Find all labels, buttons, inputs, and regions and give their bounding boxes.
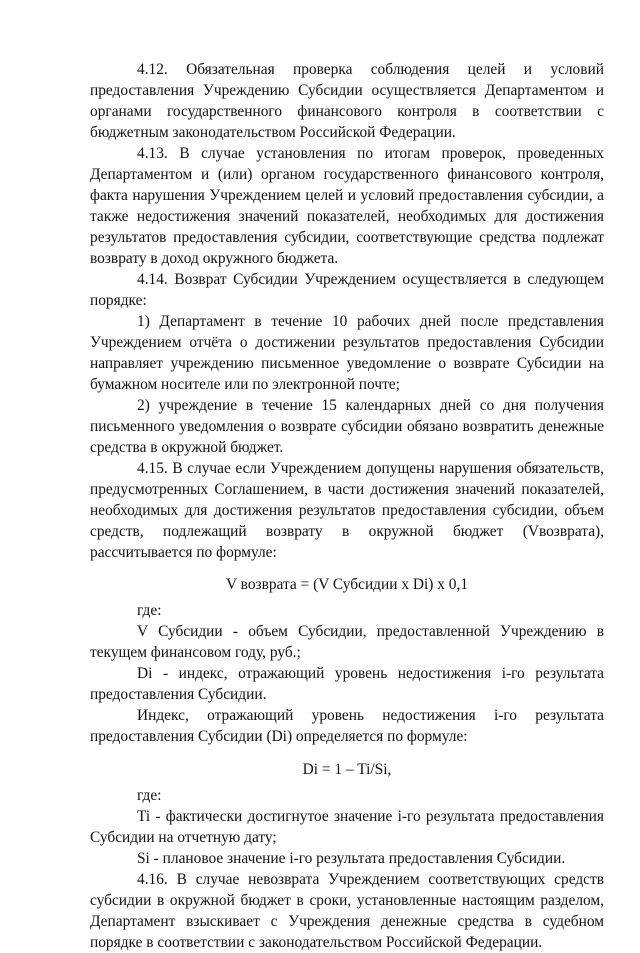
paragraph-4-13: 4.13. В случае установления по итогам проверок, проведенных Департаментом и (или) органом государственного финансового контроля, факта нарушения Учреждением целей и условий предоставления субсидии, а также недостижения значений показателей, необходимых для достижения результатов предоставления субсидии, соответствующие средства подлежат возврату в доход окружного бюджета. — [90, 145, 604, 267]
where-label-2: где: — [137, 787, 162, 804]
paragraph-4-14-item-2: 2) учреждение в течение 15 календарных дней со дня получения письменного уведомления о возврате субсидии обязано возвратить денежные средства в окружной бюджет. — [90, 397, 604, 456]
paragraph-4-12: 4.12. Обязательная проверка соблюдения целей и условий предоставления Учреждению Субсидии осуществляется Департаментом и органами государственного финансового контроля в соответствии с бюджетным законодательством Российской Федерации. — [90, 61, 604, 141]
formula-di: Di = 1 – Ti/Si, — [302, 761, 392, 778]
definition-si: Si - плановое значение i-го результата предоставления Субсидии. — [137, 850, 566, 867]
document-page — [90, 59, 604, 953]
paragraph-4-15: 4.15. В случае если Учреждением допущены нарушения обязательств, предусмотренных Соглашением, в части достижения значений показателей, необходимых для достижения результатов предоставления субсидии, объем средств, подлежащий возврату в окружной бюджет (Vвозврата), рассчитывается по формуле: — [90, 460, 604, 561]
paragraph-4-14: 4.14. Возврат Субсидии Учреждением осуществляется в следующем порядке: — [90, 271, 604, 309]
index-intro: Индекс, отражающий уровень недостижения i-го результата предоставления Субсидии (Di) определяется по формуле: — [90, 707, 604, 745]
definition-v-subsidy: V Субсидии - объем Субсидии, предоставленной Учреждению в текущем финансовом году, руб.; — [90, 623, 604, 661]
definition-ti: Ti - фактически достигнутое значение i-го результата предоставления Субсидии на отчетную дату; — [90, 808, 604, 846]
paragraph-4-16: 4.16. В случае невозврата Учреждением соответствующих средств субсидии в окружной бюджет в сроки, установленные настоящим разделом, Департамент взыскивает с Учреждения денежные средства в судебном порядке в соответствии с законодательством Российской Федерации. — [90, 871, 604, 951]
formula-v-return: V возврата = (V Субсидии x Di) x 0,1 — [225, 576, 469, 593]
paragraph-4-14-item-1: 1) Департамент в течение 10 рабочих дней после представления Учреждением отчёта о достижении результатов предоставления Субсидии направляет учреждению письменное уведомление о возврате Субсидии на бумажном носителе или по электронной почте; — [90, 313, 604, 393]
where-label-1: где: — [137, 602, 162, 619]
definition-di: Di - индекс, отражающий уровень недостижения i-го результата предоставления Субсидии. — [90, 665, 604, 703]
